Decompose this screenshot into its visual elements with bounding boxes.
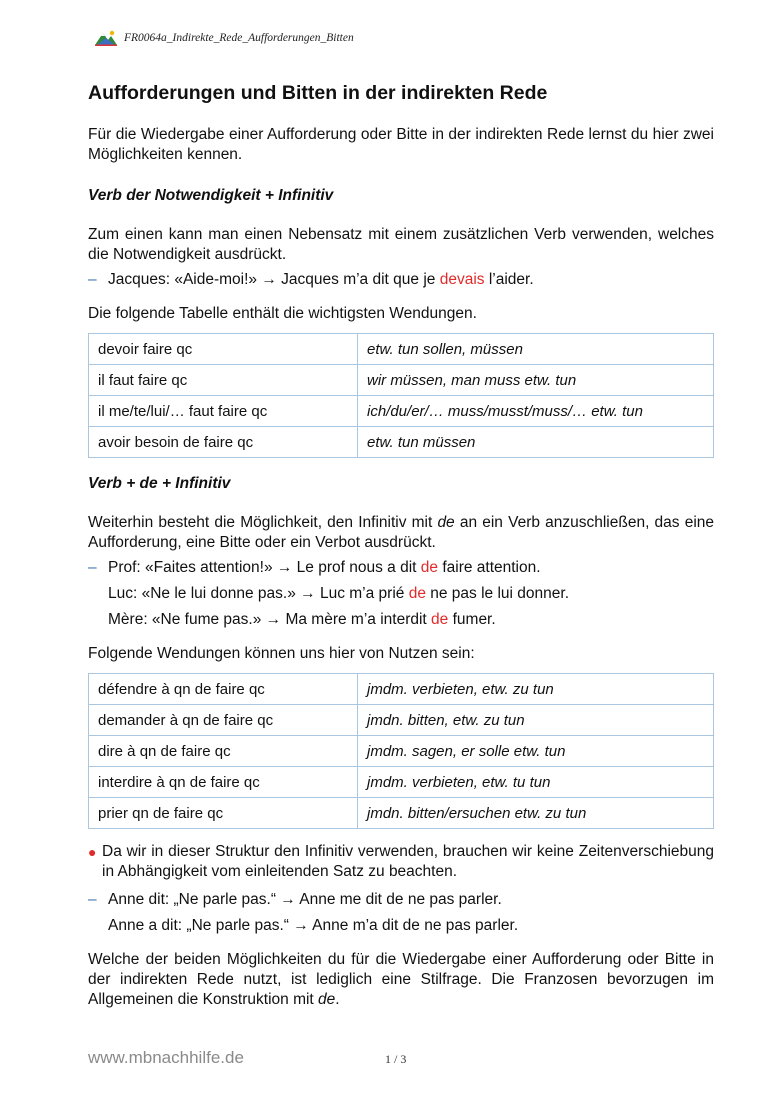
- phrase-table-2: [88, 673, 714, 829]
- highlight-word: de: [420, 559, 439, 576]
- table-row: demander à qn de faire qc jmdn. bitten, etw. zu tun: [89, 705, 714, 736]
- phrase-table-1: [88, 333, 714, 458]
- table-row: avoir besoin de faire qc etw. tun müssen: [89, 427, 714, 458]
- example-line: Luc: «Ne le lui donne pas.» → Luc m’a prié de ne pas le lui donner.: [108, 585, 570, 602]
- table-row: défendre à qn de faire qc jmdm. verbieten, etw. zu tun: [89, 674, 714, 705]
- intro-text: Für die Wiedergabe einer Aufforderung oder Bitte in der indirekten Rede lernst du hier zwei Möglichkeiten kennen.: [88, 126, 714, 163]
- example-line: – Jacques: «Aide-moi!» → Jacques m’a dit que je devais l’aider.: [88, 271, 534, 288]
- dash-icon: –: [88, 559, 97, 576]
- section1-heading: Verb der Notwendigkeit + Infinitiv: [88, 187, 334, 204]
- mountain-logo-icon: [95, 30, 117, 46]
- bullet-dot-icon: ●: [88, 844, 97, 860]
- dash-icon: –: [88, 271, 97, 288]
- highlight-word: de: [408, 585, 426, 602]
- note-bullet: ● Da wir in dieser Struktur den Infinitiv verwenden, brauchen wir keine Zeitenverschiebung in Abhängigkeit vom einleitenden Satz zu beachten.: [88, 843, 714, 880]
- table-row: interdire à qn de faire qc jmdm. verbieten, etw. tu tun: [89, 767, 714, 798]
- dash-icon: –: [88, 891, 97, 908]
- page-title: Aufforderungen und Bitten in der indirekten Rede: [88, 82, 548, 104]
- highlight-word: devais: [439, 271, 485, 288]
- section1-text: Zum einen kann man einen Nebensatz mit einem zusätzlichen Verb verwenden, welches die Notwendigkeit ausdrückt.: [88, 226, 714, 263]
- footer-url: www.mbnachhilfe.de: [88, 1048, 244, 1067]
- table1-intro: Die folgende Tabelle enthält die wichtigsten Wendungen.: [88, 305, 477, 322]
- example-line: – Anne dit: „Ne parle pas.“ → Anne me dit de ne pas parler.: [88, 891, 502, 908]
- table-row: il me/te/lui/… faut faire qc ich/du/er/… muss/musst/muss/… etw. tun: [89, 396, 714, 427]
- highlight-word: de: [431, 611, 449, 628]
- example-line: – Prof: «Faites attention!» → Le prof nous a dit de faire attention.: [88, 559, 541, 576]
- page-number: 1 / 3: [385, 1052, 407, 1066]
- table2-intro: Folgende Wendungen können uns hier von Nutzen sein:: [88, 645, 475, 662]
- page-content: [88, 82, 714, 1010]
- file-name: FR0064a_Indirekte_Rede_Aufforderungen_Bitten: [124, 32, 354, 44]
- table-row: il faut faire qc wir müssen, man muss etw. tun: [89, 365, 714, 396]
- document-header: [95, 29, 354, 47]
- section2-heading: Verb + de + Infinitiv: [88, 475, 231, 492]
- example-line: Anne a dit: „Ne parle pas.“ → Anne m’a dit de ne pas parler.: [108, 917, 519, 934]
- conclusion-text: Welche der beiden Möglichkeiten du für die Wiedergabe einer Aufforderung oder Bitte in der indirekten Rede nutzt, ist lediglich eine Stilfrage. Die Franzosen bevorzugen im Allgemeinen die Konstruktion mit de.: [88, 951, 714, 1008]
- example-line: Mère: «Ne fume pas.» → Ma mère m’a interdit de fumer.: [108, 611, 496, 628]
- table-row: prier qn de faire qc jmdn. bitten/ersuchen etw. zu tun: [89, 798, 714, 829]
- table-row: devoir faire qc etw. tun sollen, müssen: [89, 334, 714, 365]
- table-row: dire à qn de faire qc jmdm. sagen, er solle etw. tun: [89, 736, 714, 767]
- section2-text: Weiterhin besteht die Möglichkeit, den Infinitiv mit de an ein Verb anzuschließen, das eine Aufforderung, eine Bitte oder ein Verbot ausdrückt.: [88, 514, 714, 551]
